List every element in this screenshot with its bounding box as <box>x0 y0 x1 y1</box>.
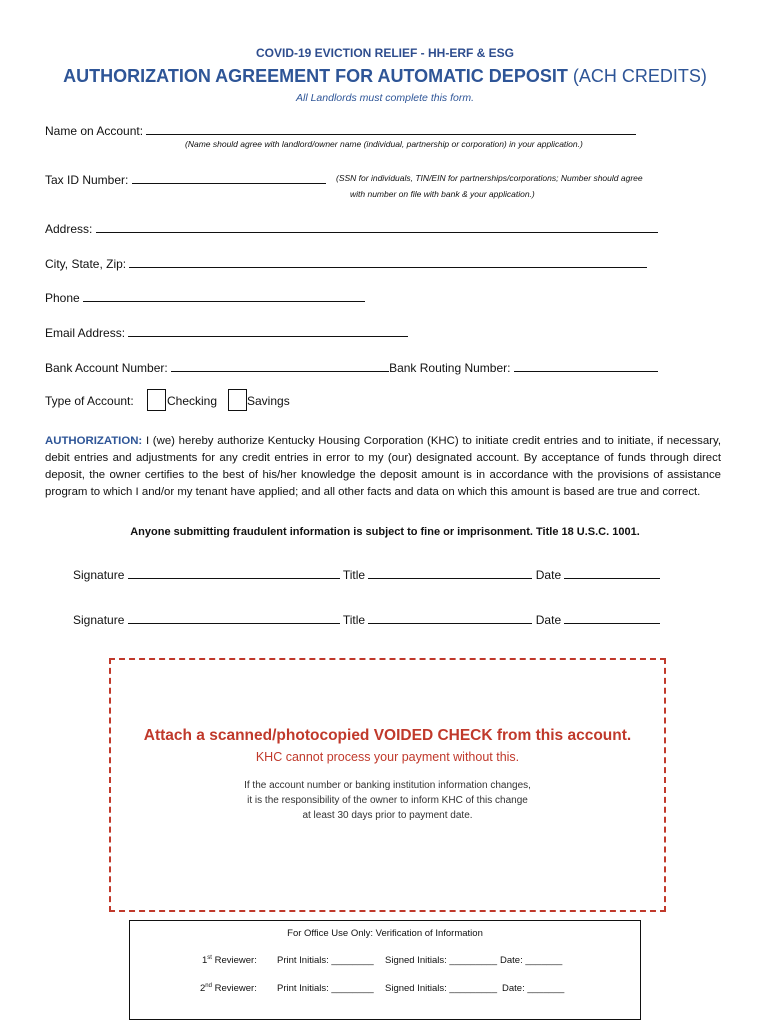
city-state-zip-field[interactable] <box>129 255 647 268</box>
name-on-account-row <box>45 122 636 138</box>
authorization-label: AUTHORIZATION: <box>45 435 143 447</box>
date-label: Date <box>535 568 562 582</box>
second-reviewer-label: 2nd Reviewer: <box>200 983 257 995</box>
checking-label: Checking <box>167 394 218 408</box>
voided-check-info-line: at least 30 days prior to payment date. <box>302 810 473 821</box>
date-label: Date <box>535 613 562 627</box>
voided-check-info <box>111 778 664 823</box>
routing-number-field[interactable] <box>514 359 658 372</box>
bank-row <box>45 359 658 375</box>
signature-label: Signature <box>73 613 125 627</box>
routing-number-label: Bank Routing Number: <box>389 361 511 375</box>
phone-row <box>45 289 365 305</box>
second-reviewer-print-initials[interactable]: Print Initials: ________ <box>277 983 374 994</box>
authorization-paragraph <box>45 433 721 501</box>
signature-label: Signature <box>73 568 125 582</box>
form-title-main: AUTHORIZATION AGREEMENT FOR AUTOMATIC DEPOSIT <box>63 66 568 86</box>
tax-id-note-line-2: with number on file with bank & your application.) <box>350 189 535 199</box>
authorization-text: I (we) hereby authorize Kentucky Housing Corporation (KHC) to initiate credit entries and to initiate, if necessary, debit entries and adjustments for any credit entries in error to my (our) designated account. By acceptance of funds through direct deposit, the owner certifies to the best of his/her knowledge the deposit amount is in accordance with the provisions of assistance program to which I and/or my tenant have applied; and all other facts and data on which this amount is based are true and correct. <box>45 435 721 498</box>
office-use-heading: For Office Use Only: Verification of Information <box>287 928 483 939</box>
first-reviewer-print-initials[interactable]: Print Initials: ________ <box>277 955 374 966</box>
signature-row-2 <box>73 611 660 627</box>
first-reviewer-date[interactable]: Date: _______ <box>500 955 563 966</box>
tax-id-field[interactable] <box>132 171 326 184</box>
address-label: Address: <box>45 222 93 236</box>
name-on-account-label: Name on Account: <box>45 124 144 138</box>
email-field[interactable] <box>128 324 408 337</box>
email-row <box>45 324 408 340</box>
tax-id-note-line-1: (SSN for individuals, TIN/EIN for partnerships/corporations; Number should agree <box>336 173 643 183</box>
bank-account-field[interactable] <box>171 359 389 372</box>
date-field[interactable] <box>564 566 660 579</box>
first-reviewer-signed-initials[interactable]: Signed Initials: _________ <box>385 955 497 966</box>
first-reviewer-label: 1st Reviewer: <box>202 955 257 967</box>
address-row <box>45 220 658 236</box>
voided-check-info-line: it is the responsibility of the owner to inform KHC of this change <box>247 795 528 806</box>
title-field[interactable] <box>368 611 532 624</box>
voided-check-subtitle: KHC cannot process your payment without this. <box>255 750 520 764</box>
second-reviewer-signed-initials[interactable]: Signed Initials: _________ <box>385 983 497 994</box>
phone-field[interactable] <box>83 289 365 302</box>
voided-check-info-line: If the account number or banking institution information changes, <box>244 780 531 791</box>
email-label: Email Address: <box>45 326 126 340</box>
savings-label: Savings <box>247 394 290 408</box>
office-use-box <box>129 920 641 1020</box>
checking-checkbox[interactable] <box>147 389 166 411</box>
title-label: Title <box>342 613 366 627</box>
title-field[interactable] <box>368 566 532 579</box>
fraud-warning: Anyone submitting fraudulent information is subject to fine or imprisonment. Title 18 U.S.C. 1001. <box>130 526 640 538</box>
address-field[interactable] <box>96 220 658 233</box>
bank-account-label: Bank Account Number: <box>45 361 168 375</box>
city-state-zip-label: City, State, Zip: <box>45 257 127 271</box>
date-field[interactable] <box>564 611 660 624</box>
name-on-account-note: (Name should agree with landlord/owner name (individual, partnership or corporation) in your application.) <box>185 139 583 149</box>
form-title-suffix: (ACH CREDITS) <box>567 66 707 86</box>
account-type-label: Type of Account: <box>45 394 134 408</box>
city-state-zip-row <box>45 255 647 271</box>
phone-label: Phone <box>45 291 80 305</box>
voided-check-title: Attach a scanned/photocopied VOIDED CHECK from this account. <box>143 727 632 744</box>
savings-checkbox[interactable] <box>228 389 247 411</box>
signature-field[interactable] <box>128 566 340 579</box>
name-on-account-field[interactable] <box>146 122 636 135</box>
form-kicker: COVID-19 EVICTION RELIEF - HH-ERF & ESG <box>255 46 515 60</box>
tax-id-row <box>45 171 326 187</box>
form-title <box>0 66 770 87</box>
title-label: Title <box>342 568 366 582</box>
second-reviewer-date[interactable]: Date: _______ <box>502 983 565 994</box>
signature-field[interactable] <box>128 611 340 624</box>
form-subtitle: All Landlords must complete this form. <box>296 92 474 104</box>
tax-id-label: Tax ID Number: <box>45 173 129 187</box>
voided-check-box <box>109 658 666 912</box>
signature-row-1 <box>73 566 660 582</box>
